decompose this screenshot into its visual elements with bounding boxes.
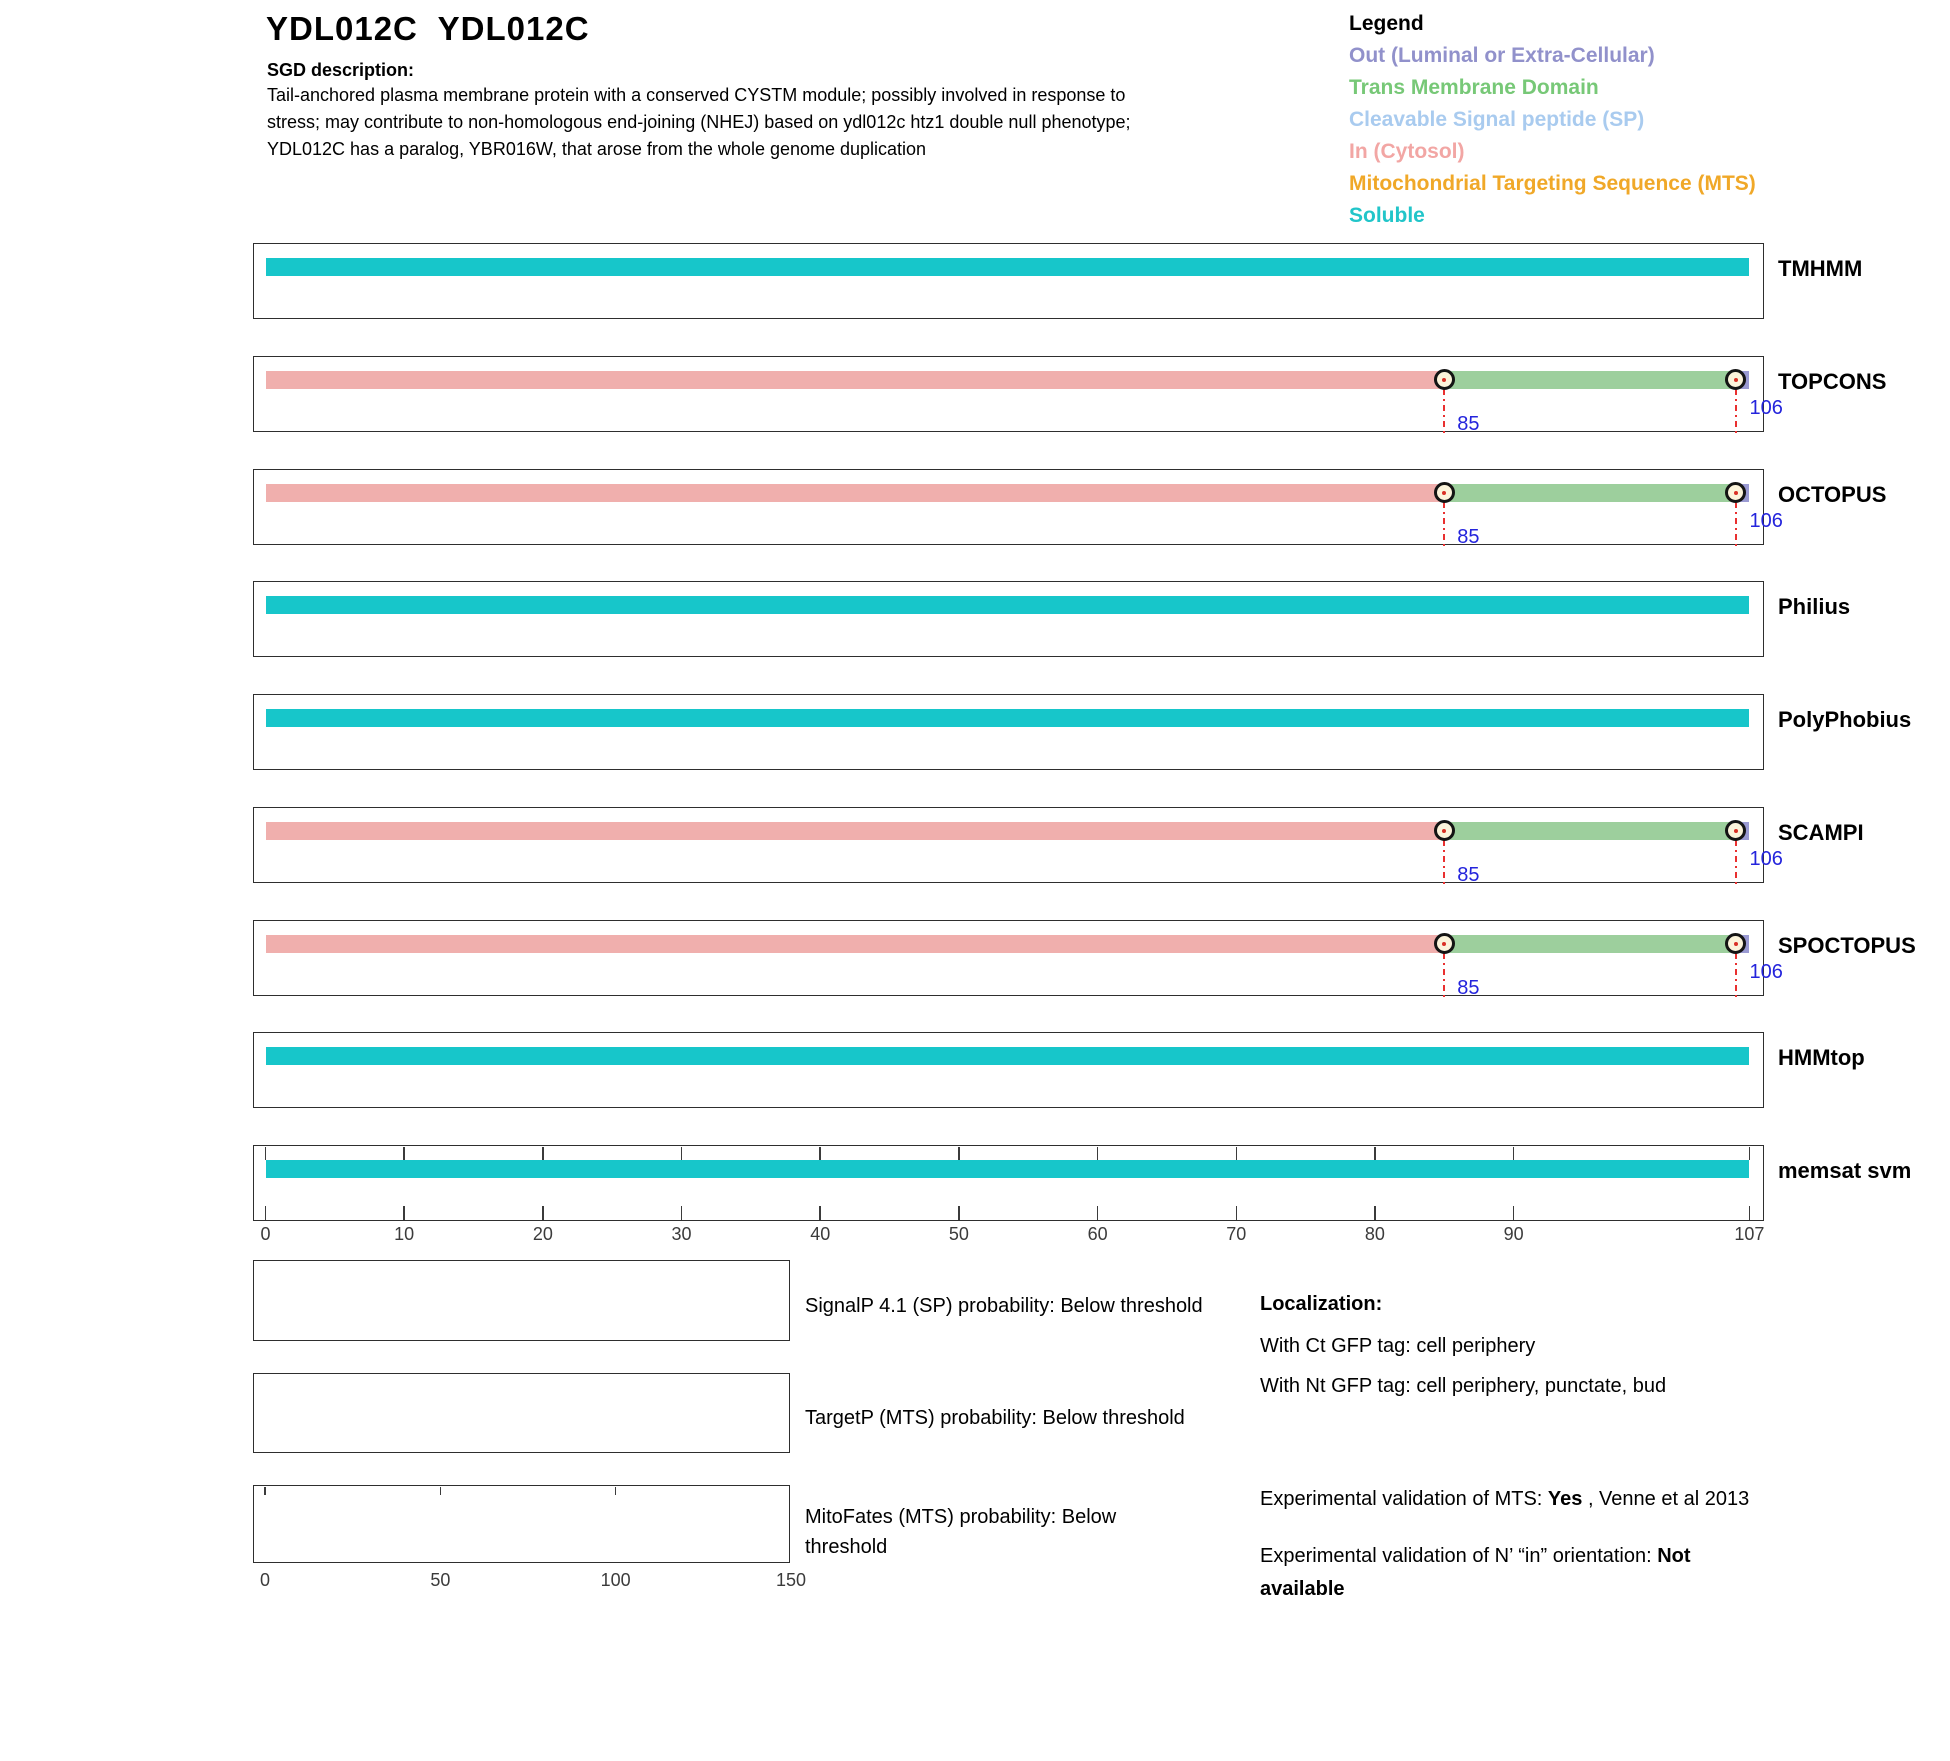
- probability-plot-tick: [440, 1487, 442, 1495]
- ruler-tick-bottom: [958, 1206, 960, 1220]
- track-box: [253, 356, 1764, 432]
- probability-plot-box: [253, 1373, 790, 1453]
- tm-boundary-marker-dot: [1734, 491, 1738, 495]
- probability-axis-label: 50: [430, 1570, 451, 1590]
- track-bar-segment-tm: [1444, 484, 1735, 502]
- boundary-dashed-line: [1735, 502, 1737, 546]
- legend-item-in: In (Cytosol): [1349, 140, 1465, 163]
- axis-tick-label: 40: [810, 1224, 831, 1244]
- probability-axis-label: 0: [259, 1570, 270, 1590]
- ruler-tick-top: [958, 1147, 960, 1160]
- boundary-dashed-line: [1443, 840, 1445, 884]
- ruler-tick-bottom: [403, 1206, 405, 1220]
- tm-boundary-marker-dot: [1734, 829, 1738, 833]
- boundary-dashed-line: [1443, 502, 1445, 546]
- track-bar-segment-tm: [1444, 935, 1735, 953]
- track-box: [253, 920, 1764, 996]
- probability-axis-label: 150: [775, 1570, 807, 1590]
- tm-boundary-marker-dot: [1442, 378, 1446, 382]
- boundary-position-label: 85: [1457, 525, 1480, 548]
- track-label-memsat-svm: memsat svm: [1778, 1158, 1912, 1183]
- ruler-tick-bottom: [1749, 1206, 1751, 1220]
- ruler-tick-bottom: [1374, 1206, 1376, 1220]
- axis-tick-label: 10: [394, 1224, 415, 1244]
- track-bar-segment-soluble: [266, 709, 1750, 727]
- track-label-scampi: SCAMPI: [1778, 819, 1864, 845]
- ruler-tick-top: [1236, 1147, 1238, 1160]
- probability-plot-tick: [615, 1487, 617, 1495]
- probability-plot-box: [253, 1485, 790, 1563]
- mts-validation: [1260, 1483, 1749, 1516]
- track-box: [253, 469, 1764, 545]
- boundary-position-label: 85: [1457, 976, 1480, 999]
- boundary-position-label: 106: [1749, 509, 1783, 532]
- track-bar-segment-tm: [1444, 371, 1735, 389]
- legend-item-out: Out (Luminal or Extra-Cellular): [1349, 44, 1655, 67]
- sgd-description-label: SGD description:: [267, 60, 415, 80]
- boundary-dashed-line: [1735, 953, 1737, 997]
- boundary-dashed-line: [1443, 389, 1445, 433]
- track-label-topcons: TOPCONS: [1778, 368, 1887, 394]
- tm-boundary-marker: [1725, 933, 1746, 954]
- track-label-polyphobius: PolyPhobius: [1778, 707, 1912, 732]
- ruler-tick-top: [265, 1147, 267, 1160]
- tm-boundary-marker-dot: [1442, 942, 1446, 946]
- track-label-hmmtop: HMMtop: [1778, 1045, 1865, 1071]
- legend-items: [1349, 40, 1756, 232]
- tm-boundary-marker: [1434, 369, 1455, 390]
- ruler-tick-bottom: [819, 1206, 821, 1220]
- track-label-octopus: OCTOPUS: [1778, 481, 1887, 507]
- boundary-position-label: 85: [1457, 412, 1480, 435]
- ruler-tick-bottom: [265, 1206, 267, 1220]
- track-bar-segment-soluble: [266, 1047, 1750, 1065]
- localization-heading: Localization:: [1260, 1293, 1383, 1315]
- mts-validation-text: Experimental validation of MTS:: [1260, 1488, 1548, 1510]
- ruler-tick-top: [403, 1147, 405, 1160]
- track-box: [253, 807, 1764, 883]
- axis-tick-label: 80: [1364, 1224, 1385, 1244]
- track-bar-segment-soluble: [266, 1160, 1750, 1178]
- boundary-position-label: 106: [1749, 396, 1783, 419]
- orientation-validation-bold-value: Not available: [1260, 1545, 1691, 1600]
- probability-plot-label: TargetP (MTS) probability: Below threshold: [805, 1407, 1185, 1429]
- ruler-tick-bottom: [1097, 1206, 1099, 1220]
- track-box: [253, 1145, 1764, 1221]
- ruler-tick-bottom: [542, 1206, 544, 1220]
- axis-tick-label: 20: [532, 1224, 553, 1244]
- localization-line: With Ct GFP tag: cell periphery: [1260, 1335, 1536, 1357]
- tm-boundary-marker-dot: [1734, 942, 1738, 946]
- tm-boundary-marker: [1434, 933, 1455, 954]
- ruler-tick-bottom: [681, 1206, 683, 1220]
- sgd-description-line: stress; may contribute to non-homologous end-joining (NHEJ) based on ydl012c htz1 double null phenotype;: [267, 112, 1131, 132]
- mts-validation-text: , Venne et al 2013: [1582, 1488, 1750, 1510]
- track-bar-segment-tm: [1444, 822, 1735, 840]
- track-bar-segment-soluble: [266, 258, 1750, 276]
- track-label-tmhmm: TMHMM: [1778, 256, 1863, 281]
- boundary-position-label: 106: [1749, 960, 1783, 983]
- track-bar-segment-in: [266, 484, 1445, 502]
- tm-boundary-marker-dot: [1734, 378, 1738, 382]
- track-bar-segment-in: [266, 935, 1445, 953]
- legend-item-mts: Mitochondrial Targeting Sequence (MTS): [1349, 172, 1756, 195]
- axis-tick-label: 0: [260, 1224, 271, 1244]
- axis-tick-label: 90: [1503, 1224, 1524, 1244]
- probability-plot-label: SignalP 4.1 (SP) probability: Below threshold: [805, 1294, 1203, 1317]
- ruler-tick-top: [819, 1147, 821, 1160]
- probability-plot-tick: [264, 1487, 266, 1495]
- legend-item-tm: Trans Membrane Domain: [1349, 76, 1599, 99]
- track-bar-segment-in: [266, 371, 1445, 389]
- orientation-validation-text: Experimental validation of N’ “in” orientation:: [1260, 1545, 1658, 1567]
- axis-tick-label: 107: [1734, 1224, 1765, 1244]
- page-title: YDL012C YDL012C: [266, 10, 590, 47]
- sgd-description-line: Tail-anchored plasma membrane protein with a conserved CYSTM module; possibly involved in response to: [267, 85, 1126, 105]
- sgd-description-text: [267, 82, 1131, 163]
- boundary-dashed-line: [1443, 953, 1445, 997]
- legend: [1349, 8, 1756, 232]
- track-box: [253, 694, 1764, 770]
- ruler-tick-bottom: [1513, 1206, 1515, 1220]
- boundary-dashed-line: [1735, 389, 1737, 433]
- legend-title: Legend: [1349, 12, 1424, 35]
- tm-boundary-marker: [1725, 482, 1746, 503]
- ruler-tick-top: [1513, 1147, 1515, 1160]
- tm-boundary-marker-dot: [1442, 491, 1446, 495]
- tm-boundary-marker: [1434, 820, 1455, 841]
- ruler-tick-top: [1097, 1147, 1099, 1160]
- track-bar-segment-in: [266, 822, 1445, 840]
- track-box: [253, 1032, 1764, 1108]
- axis-tick-label: 50: [948, 1224, 969, 1244]
- tm-boundary-marker-dot: [1442, 829, 1446, 833]
- axis-tick-label: 30: [671, 1224, 692, 1244]
- ruler-tick-top: [681, 1147, 683, 1160]
- track-label-spoctopus: SPOCTOPUS: [1778, 932, 1916, 958]
- boundary-position-label: 85: [1457, 863, 1480, 886]
- probability-plot-box: [253, 1260, 790, 1341]
- track-box: [253, 581, 1764, 657]
- legend-item-sp: Cleavable Signal peptide (SP): [1349, 108, 1645, 131]
- ruler-tick-top: [542, 1147, 544, 1160]
- axis-tick-label: 60: [1087, 1224, 1108, 1244]
- track-box: [253, 243, 1764, 319]
- sgd-description-line: YDL012C has a paralog, YBR016W, that arose from the whole genome duplication: [267, 139, 927, 159]
- ruler-tick-top: [1374, 1147, 1376, 1160]
- probability-axis-label: 100: [600, 1570, 631, 1590]
- track-bar-segment-soluble: [266, 596, 1750, 614]
- probability-plot-label: MitoFates (MTS) probability: Below threshold: [805, 1506, 1117, 1558]
- ruler-tick-bottom: [1236, 1206, 1238, 1220]
- track-label-philius: Philius: [1778, 594, 1851, 620]
- localization-line: With Nt GFP tag: cell periphery, punctate, bud: [1260, 1375, 1667, 1397]
- tm-boundary-marker: [1434, 482, 1455, 503]
- ruler-tick-top: [1749, 1147, 1751, 1160]
- boundary-dashed-line: [1735, 840, 1737, 884]
- axis-tick-label: 70: [1226, 1224, 1247, 1244]
- boundary-position-label: 106: [1749, 847, 1783, 870]
- orientation-validation: [1260, 1540, 1760, 1606]
- legend-item-soluble: Soluble: [1349, 204, 1425, 227]
- mts-validation-bold-value: Yes: [1547, 1488, 1583, 1510]
